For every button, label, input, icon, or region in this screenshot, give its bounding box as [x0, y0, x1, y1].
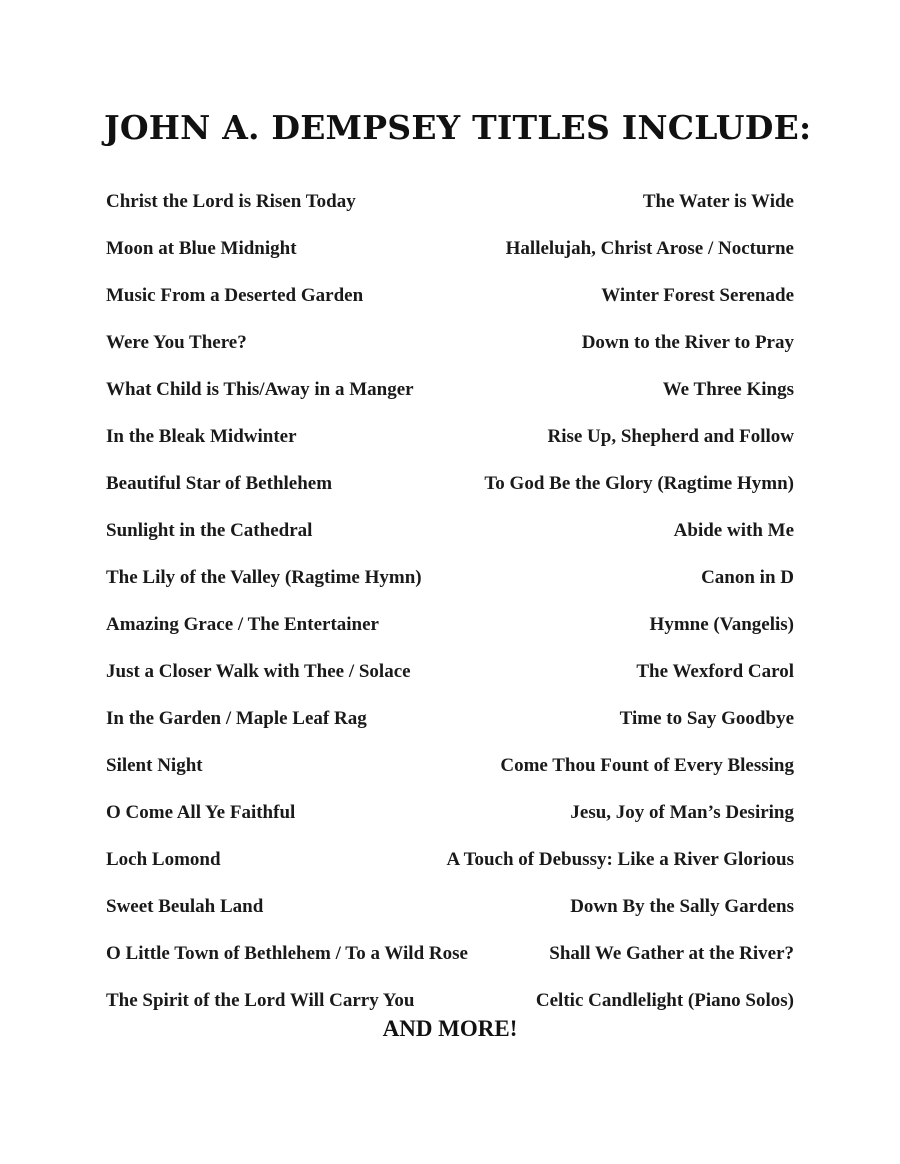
- title-row: [106, 658, 794, 705]
- title-row: [106, 423, 794, 470]
- title-row: [106, 188, 794, 235]
- title-row: [106, 329, 794, 376]
- titles-list: [106, 188, 794, 1034]
- title-left: O Come All Ye Faithful: [106, 802, 296, 823]
- title-left: In the Garden / Maple Leaf Rag: [106, 708, 367, 729]
- title-left: Amazing Grace / The Entertainer: [106, 614, 379, 635]
- title-right: Down By the Sally Gardens: [570, 896, 794, 917]
- title-right: To God Be the Glory (Ragtime Hymn): [484, 473, 794, 494]
- title-left: O Little Town of Bethlehem / To a Wild Rose: [106, 943, 468, 964]
- title-right: Abide with Me: [673, 520, 794, 541]
- title-left: Music From a Deserted Garden: [106, 285, 364, 306]
- title-row: [106, 893, 794, 940]
- title-left: Sunlight in the Cathedral: [106, 520, 313, 541]
- title-row: [106, 282, 794, 329]
- title-right: A Touch of Debussy: Like a River Glorious: [446, 849, 794, 870]
- title-right: We Three Kings: [662, 379, 794, 400]
- title-right: Shall We Gather at the River?: [549, 943, 794, 964]
- title-right: Jesu, Joy of Man’s Desiring: [570, 802, 794, 823]
- title-right: Time to Say Goodbye: [619, 708, 794, 729]
- title-row: [106, 376, 794, 423]
- title-left: Moon at Blue Midnight: [106, 238, 297, 259]
- title-row: [106, 705, 794, 752]
- title-left: Loch Lomond: [106, 849, 221, 870]
- title-left: What Child is This/Away in a Manger: [106, 379, 414, 400]
- title-right: Hallelujah, Christ Arose / Nocturne: [505, 238, 794, 259]
- title-row: [106, 846, 794, 893]
- title-row: [106, 799, 794, 846]
- title-left: Silent Night: [106, 755, 203, 776]
- title-row: [106, 940, 794, 987]
- title-right: Come Thou Fount of Every Blessing: [500, 755, 794, 776]
- title-left: Sweet Beulah Land: [106, 896, 264, 917]
- title-left: The Spirit of the Lord Will Carry You: [106, 990, 415, 1011]
- title-right: The Wexford Carol: [636, 661, 794, 682]
- title-right: The Water is Wide: [642, 191, 794, 212]
- title-right: Winter Forest Serenade: [601, 285, 794, 306]
- title-right: Celtic Candlelight (Piano Solos): [535, 990, 794, 1011]
- title-left: Just a Closer Walk with Thee / Solace: [106, 661, 411, 682]
- title-right: Rise Up, Shepherd and Follow: [547, 426, 794, 447]
- title-left: Beautiful Star of Bethlehem: [106, 473, 333, 494]
- title-row: [106, 235, 794, 282]
- page-title: JOHN A. DEMPSEY TITLES INCLUDE:: [104, 108, 812, 147]
- title-row: [106, 611, 794, 658]
- title-right: Down to the River to Pray: [581, 332, 794, 353]
- title-left: The Lily of the Valley (Ragtime Hymn): [106, 567, 422, 588]
- and-more-footer: AND MORE!: [382, 1016, 518, 1041]
- title-row: [106, 752, 794, 799]
- title-row: [106, 517, 794, 564]
- title-row: [106, 470, 794, 517]
- title-left: Were You There?: [106, 332, 247, 353]
- title-row: [106, 564, 794, 611]
- title-left: Christ the Lord is Risen Today: [106, 191, 356, 212]
- title-left: In the Bleak Midwinter: [106, 426, 297, 447]
- title-right: Canon in D: [701, 567, 794, 588]
- title-right: Hymne (Vangelis): [649, 614, 794, 635]
